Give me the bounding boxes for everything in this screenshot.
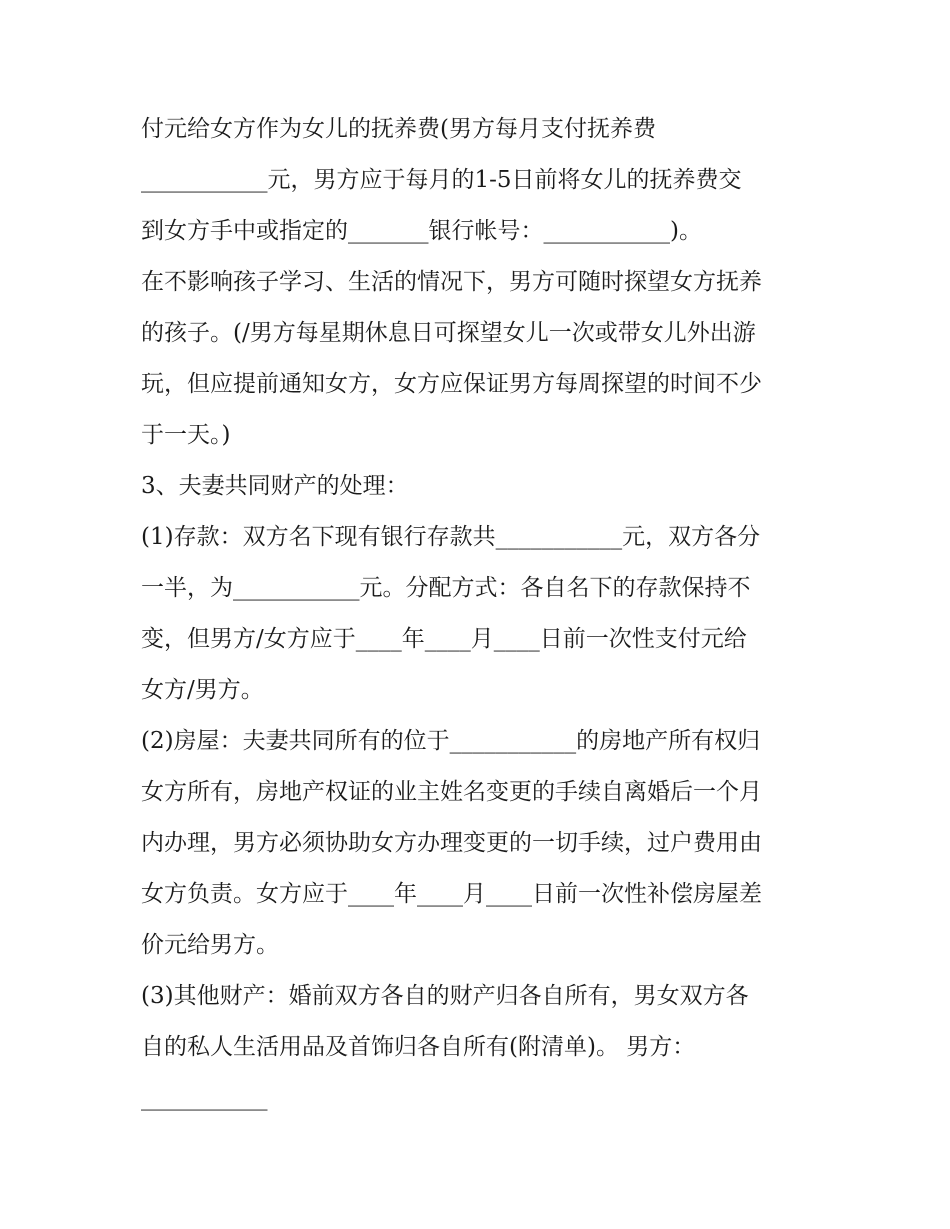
document-body: [141, 104, 821, 1124]
text-line: 价元给男方。: [141, 932, 279, 958]
text-line: (2)房屋：夫妻共同所有的位于___________的房地产所有权归: [141, 728, 761, 754]
text-line: 玩，但应提前通知女方，女方应保证男方每周探望的时间不少: [141, 371, 762, 397]
text-line: 付元给女方作为女儿的抚养费(男方每月支付抚养费: [141, 116, 656, 142]
text-line: (1)存款：双方名下现有银行存款共___________元，双方各分: [141, 524, 761, 550]
text-line: 内办理，男方必须协助女方办理变更的一切手续，过户费用由: [141, 830, 762, 856]
signature-blank: ___________: [141, 1085, 268, 1111]
text-line: 女方负责。女方应于____年____月____日前一次性补偿房屋差: [141, 881, 762, 907]
text-line: ___________元，男方应于每月的1-5日前将女儿的抚养费交: [141, 167, 742, 193]
text-line: 女方所有，房地产权证的业主姓名变更的手续自离婚后一个月: [141, 779, 762, 805]
section-heading: 3、夫妻共同财产的处理：: [141, 473, 409, 499]
text-line: (3)其他财产：婚前双方各自的财产归各自所有，男女双方各: [141, 983, 749, 1009]
text-line: 女方/男方。: [141, 677, 264, 703]
text-line: 的孩子。(/男方每星期休息日可探望女儿一次或带女儿外出游: [141, 320, 756, 346]
text-line: 于一天。): [141, 422, 231, 448]
text-line: 自的私人生活用品及首饰归各自所有(附清单)。 男方：: [141, 1034, 696, 1060]
text-line: 在不影响孩子学习、生活的情况下，男方可随时探望女方抚养: [141, 269, 762, 295]
text-line: 一半，为___________元。分配方式：各自名下的存款保持不: [141, 575, 751, 601]
text-line: 变，但男方/女方应于____年____月____日前一次性支付元给: [141, 626, 747, 652]
text-line: 到女方手中或指定的_______银行帐号：___________)。: [141, 218, 702, 244]
